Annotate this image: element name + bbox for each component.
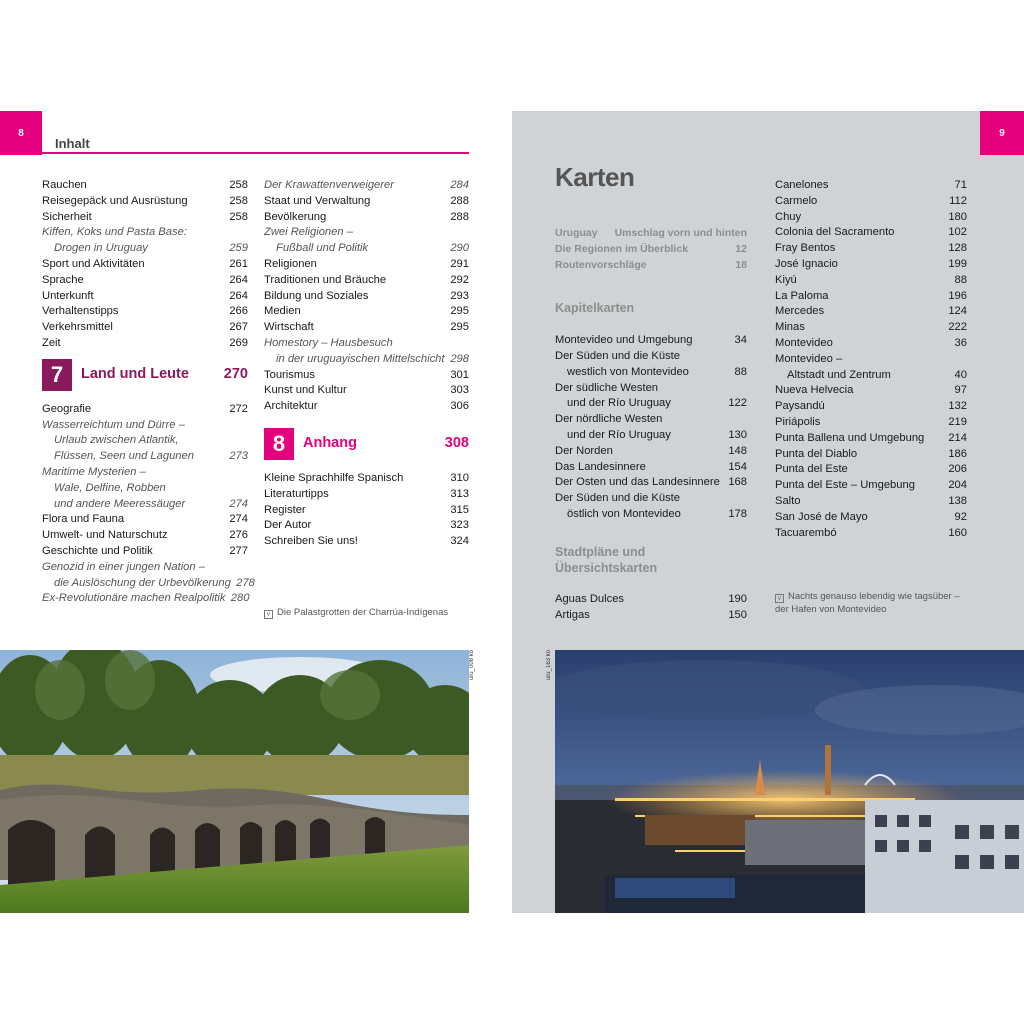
toc-entry-title: Der Autor: [264, 519, 312, 532]
toc-entry-page: 40: [954, 368, 967, 381]
maps-col2: [775, 178, 967, 541]
toc-entry: [42, 465, 248, 481]
toc-entry: [555, 333, 747, 349]
overview-entry-title: Uruguay: [555, 227, 598, 239]
toc-entry: [775, 273, 967, 289]
toc-entry-title: Urlaub zwischen Atlantik,: [54, 434, 179, 447]
toc-entry: [264, 368, 469, 384]
toc-entry-title: Fußball und Politik: [276, 242, 369, 255]
toc-entry-title: Der Norden: [555, 444, 613, 457]
toc-entry-page: 301: [450, 368, 469, 381]
toc-entry-page: [943, 352, 967, 368]
toc-entry-page: 36: [954, 336, 967, 349]
toc-entry-page: 258: [229, 194, 248, 207]
overview-entry-ref: 18: [735, 258, 747, 271]
toc-entry-title: Montevideo –: [775, 352, 843, 365]
chapter-8-title: Anhang: [303, 435, 357, 452]
toc-entry: [264, 225, 469, 241]
toc-entry-title: Bevölkerung: [264, 210, 327, 223]
toc-entry: [264, 399, 469, 415]
toc-entry: [775, 225, 967, 241]
toc-entry: [42, 402, 248, 418]
toc-entry-page: 154: [728, 460, 747, 473]
toc-entry: [775, 304, 967, 320]
toc-entry-page: 112: [949, 194, 967, 207]
toc-entry-page: 204: [948, 479, 967, 492]
toc-entry-page: 298: [450, 352, 469, 365]
toc-entry-page: 132: [948, 400, 967, 413]
toc-entry-page: [445, 225, 469, 241]
toc-entry-page: 160: [948, 526, 967, 539]
toc-entry-title: Punta del Diablo: [775, 447, 858, 460]
page-number-tab-right: [980, 111, 1024, 155]
toc-entry-page: 180: [948, 210, 967, 223]
toc-entry-title: Carmelo: [775, 194, 818, 207]
toc-entry: [42, 560, 248, 576]
toc-entry-title: Bildung und Soziales: [264, 289, 369, 302]
toc-entry-title: Unterkunft: [42, 289, 94, 302]
toc-entry: [264, 210, 469, 226]
toc-entry-page: 186: [948, 447, 967, 460]
toc-entry-page: 261: [229, 257, 248, 270]
toc-entry-title: Wasserreichtum und Dürre –: [42, 418, 185, 431]
toc-entry-page: 280: [230, 592, 250, 605]
toc-entry: [555, 349, 747, 365]
toc-entry-title: Flora und Fauna: [42, 513, 125, 526]
toc-entry-page: [224, 418, 248, 434]
overview-entry-title: Routenvorschläge: [555, 258, 647, 271]
toc-entry-title: Literaturtipps: [264, 487, 329, 500]
toc-entry: [775, 289, 967, 305]
toc-entry: [555, 608, 747, 624]
section-stadtplaene: Stadtpläne und Übersichtskarten: [555, 544, 658, 575]
toc-entry-page: 276: [229, 529, 248, 542]
toc-entry: [264, 383, 469, 399]
toc-entry: [42, 289, 248, 305]
toc-entry: [775, 210, 967, 226]
toc-entry: [264, 534, 469, 550]
caption-arrow-icon: v: [264, 610, 273, 619]
toc-entry-page: 258: [229, 179, 248, 191]
toc-entry: [775, 368, 967, 384]
toc-entry-page: 292: [450, 273, 469, 286]
toc-entry: [42, 225, 248, 241]
photo-caption-left: [264, 606, 448, 619]
toc-entry-page: 71: [954, 179, 967, 191]
toc-entry-page: 291: [450, 257, 469, 270]
toc-entry: [264, 289, 469, 305]
toc-entry-page: 258: [229, 210, 248, 223]
toc-entry: [555, 491, 747, 507]
toc-entry: [775, 415, 967, 431]
toc-entry-page: 88: [734, 365, 747, 378]
toc-entry: [264, 273, 469, 289]
toc-entry-page: 102: [948, 226, 967, 239]
toc-entry-title: Kiyú: [775, 273, 797, 286]
toc-entry: [264, 503, 469, 519]
toc-entry: [264, 320, 469, 336]
toc-entry-title: Genozid in einer jungen Nation –: [42, 560, 205, 573]
toc-entry-page: 303: [450, 384, 469, 397]
toc-entry-page: 148: [728, 444, 747, 457]
toc-entry-page: 97: [954, 384, 967, 397]
toc-entry-page: [723, 381, 747, 397]
toc-entry-title: La Paloma: [775, 289, 829, 302]
toc-entry-page: 178: [728, 507, 747, 520]
toc-entry-title: und der Río Uruguay: [567, 428, 671, 441]
toc-entry: [555, 592, 747, 608]
toc-entry: [42, 449, 248, 465]
chapter-7-title: Land und Leute: [81, 365, 189, 382]
toc-entry-title: Sicherheit: [42, 210, 92, 223]
toc-entry-page: 138: [948, 494, 967, 507]
toc-entry-page: 272: [229, 402, 248, 415]
toc-entry-page: 259: [229, 242, 248, 255]
toc-entry: [264, 304, 469, 320]
toc-entry-page: 130: [728, 428, 747, 441]
chapter-7-number: 7: [42, 359, 72, 391]
toc-entry: [42, 273, 248, 289]
toc-entry-page: 288: [450, 194, 469, 207]
toc-entry-title: Der nördliche Westen: [555, 413, 663, 426]
toc-entry-title: Homestory – Hausbesuch: [264, 336, 393, 349]
chapter-7-page: 270: [223, 365, 248, 382]
toc-entry: [264, 241, 469, 257]
toc-entry: [42, 210, 248, 226]
toc-entry: [42, 433, 248, 449]
toc-entry-page: 274: [229, 497, 248, 510]
toc-entry-page: 273: [229, 450, 248, 463]
toc-entry-page: 295: [450, 305, 469, 318]
toc-entry: [264, 194, 469, 210]
toc-entry: [555, 381, 747, 397]
toc-entry-page: 278: [236, 576, 255, 589]
toc-entry: [264, 257, 469, 273]
toc-entry: [42, 304, 248, 320]
toc-entry-title: Tourismus: [264, 368, 315, 381]
toc-entry: [42, 241, 248, 257]
toc-entry-page: [723, 491, 747, 507]
toc-entry-page: 264: [229, 289, 248, 302]
toc-entry-page: 288: [450, 210, 469, 223]
toc-entry-title: Fray Bentos: [775, 242, 836, 255]
toc-entry: [264, 336, 469, 352]
toc-entry-title: José Ignacio: [775, 257, 838, 270]
toc-entry-page: 150: [728, 609, 747, 622]
toc-entry: [775, 431, 967, 447]
toc-entry: [264, 178, 469, 194]
toc-entry: [775, 478, 967, 494]
toc-entry-page: 274: [229, 513, 248, 526]
toc-entry-page: [224, 560, 248, 576]
toc-entry: [42, 528, 248, 544]
toc-entry: [775, 494, 967, 510]
toc-entry-page: 267: [229, 321, 248, 334]
toc-entry-title: Montevideo: [775, 336, 833, 349]
toc-entry-title: Drogen in Uruguay: [54, 242, 148, 255]
toc-entry-title: Der Süden und die Küste: [555, 492, 681, 505]
toc-entry-page: 92: [954, 510, 967, 523]
toc-entry-title: Canelones: [775, 179, 829, 191]
toc-entry: [42, 320, 248, 336]
toc-entry-page: 306: [450, 400, 469, 413]
toc-entry: [42, 194, 248, 210]
toc-entry-title: westlich von Montevideo: [567, 365, 689, 378]
toc-entry-page: 206: [948, 463, 967, 476]
toc-entry-title: Nueva Helvecia: [775, 384, 854, 397]
toc-entry: [555, 428, 747, 444]
overview-entry: [555, 226, 747, 242]
toc-entry: [775, 257, 967, 273]
toc-entry-title: in der uruguayischen Mittelschicht: [276, 352, 445, 365]
toc-entry-page: 128: [948, 242, 967, 255]
toc-entry-page: 295: [450, 321, 469, 334]
toc-entry-title: Rauchen: [42, 179, 87, 191]
toc-entry: [264, 352, 469, 368]
toc-entry-title: östlich von Montevideo: [567, 507, 681, 520]
caption-arrow-icon-right: v: [775, 594, 784, 603]
toc-entry: [775, 383, 967, 399]
toc-entry-title: Punta Ballena und Umgebung: [775, 431, 925, 444]
toc-entry-page: [224, 433, 248, 449]
chapter-8-page: 308: [444, 435, 469, 452]
toc-entry-page: 269: [229, 336, 248, 349]
toc-entry-page: 124: [948, 305, 967, 318]
toc-entry: [42, 418, 248, 434]
toc-entry: [42, 336, 248, 352]
toc-entry-title: Maritime Mysterien –: [42, 465, 146, 478]
toc-entry-page: 323: [450, 519, 469, 532]
toc-entry-page: 222: [948, 321, 967, 334]
toc-entry-page: 214: [948, 431, 967, 444]
toc-entry-page: [224, 465, 248, 481]
toc-entry-page: [445, 336, 469, 352]
toc-entry-page: 88: [954, 273, 967, 286]
toc-entry-title: Der Osten und das Landesinnere: [555, 476, 720, 489]
toc-entry: [42, 497, 248, 513]
header-rule: [42, 152, 469, 154]
toc-entry: [555, 475, 747, 491]
toc-entry: [775, 399, 967, 415]
toc-entry-page: 199: [948, 257, 967, 270]
toc-entry: [264, 471, 469, 487]
toc-entry-title: Kleine Sprachhilfe Spanisch: [264, 471, 404, 484]
caption-line2: der Hafen von Montevideo: [775, 604, 887, 615]
caption-text: Die Palastgrotten der Charrúa-Indígenas: [277, 607, 449, 618]
toc-entry-title: Aguas Dulces: [555, 593, 625, 606]
toc-col1: [42, 178, 255, 607]
toc-col2: [264, 178, 469, 550]
toc-entry-page: 264: [229, 273, 248, 286]
toc-entry: [42, 178, 248, 194]
toc-entry-page: 196: [948, 289, 967, 302]
toc-entry: [555, 412, 747, 428]
toc-entry-page: 168: [728, 476, 747, 489]
toc-entry-title: Zeit: [42, 336, 61, 349]
toc-entry: [42, 544, 248, 560]
overview-entry-ref: Umschlag vorn und hinten: [614, 227, 747, 239]
toc-entry-page: 284: [450, 179, 469, 191]
toc-entry-page: 277: [229, 544, 248, 557]
toc-entry: [264, 518, 469, 534]
page-number-right: 9: [999, 127, 1005, 139]
photo-caption-right: [775, 590, 960, 616]
chapter-7-heading: [42, 358, 248, 392]
toc-entry-title: Chuy: [775, 210, 802, 223]
toc-entry-page: [224, 481, 248, 497]
chapter-8-heading: [264, 427, 469, 461]
overview-entry-title: Die Regionen im Überblick: [555, 242, 689, 255]
toc-entry-title: Wirtschaft: [264, 321, 314, 334]
toc-entry-title: Sprache: [42, 273, 84, 286]
toc-entry-title: Reisegepäck und Ausrüstung: [42, 194, 188, 207]
toc-entry: [264, 487, 469, 503]
toc-entry: [42, 576, 255, 592]
toc-entry-title: Traditionen und Bräuche: [264, 273, 387, 286]
toc-entry: [775, 510, 967, 526]
toc-entry-page: 34: [734, 334, 747, 347]
toc-entry-title: Artigas: [555, 609, 590, 622]
toc-entry-title: Minas: [775, 321, 805, 334]
toc-entry-page: 313: [450, 487, 469, 500]
toc-entry: [555, 396, 747, 412]
toc-entry: [775, 526, 967, 542]
toc-entry-page: [224, 225, 248, 241]
toc-entry: [555, 365, 747, 381]
section-kapitelkarten: Kapitelkarten: [555, 301, 635, 316]
toc-entry-title: Paysandú: [775, 400, 825, 413]
toc-entry-title: die Auslöschung der Urbevölkerung: [54, 576, 231, 589]
toc-entry-title: Architektur: [264, 400, 318, 413]
toc-entry-title: Geografie: [42, 402, 92, 415]
toc-entry: [775, 194, 967, 210]
toc-entry-title: Montevideo und Umgebung: [555, 334, 693, 347]
toc-entry-title: und der Río Uruguay: [567, 397, 671, 410]
toc-entry-title: Schreiben Sie uns!: [264, 535, 358, 548]
toc-entry: [775, 178, 967, 194]
toc-entry-title: Altstadt und Zentrum: [787, 368, 891, 381]
toc-entry-title: und andere Meeressäuger: [54, 497, 186, 510]
toc-entry-title: Der Süden und die Küste: [555, 349, 681, 362]
toc-entry-title: Zwei Religionen –: [264, 226, 353, 239]
toc-entry-title: Tacuarembó: [775, 526, 837, 539]
photo-credit-right: uru_163 ko: [546, 650, 552, 681]
toc-entry-title: Register: [264, 503, 306, 516]
toc-entry-title: Kunst und Kultur: [264, 384, 347, 397]
toc-entry: [42, 257, 248, 273]
toc-entry: [775, 320, 967, 336]
toc-entry-page: [723, 349, 747, 365]
toc-entry-title: Umwelt- und Naturschutz: [42, 529, 168, 542]
toc-entry-title: Medien: [264, 305, 301, 318]
photo-harbor-night: [555, 650, 1024, 913]
photo-grottos: [0, 650, 469, 913]
toc-entry: [42, 591, 248, 607]
toc-entry-title: Kiffen, Koks und Pasta Base:: [42, 226, 187, 239]
header-title: Inhalt: [55, 136, 90, 151]
toc-entry: [555, 460, 747, 476]
toc-entry-page: [723, 412, 747, 428]
toc-entry: [555, 444, 747, 460]
toc-entry-title: Staat und Verwaltung: [264, 194, 371, 207]
overview-entry-ref: 12: [735, 242, 747, 255]
toc-entry-page: 324: [450, 535, 469, 548]
overview-entry: [555, 258, 747, 274]
photo-credit-left: uru_008 ko: [469, 650, 475, 681]
toc-entry-page: 190: [728, 593, 747, 606]
toc-entry-title: Geschichte und Politik: [42, 544, 153, 557]
toc-entry-title: Colonia del Sacramento: [775, 226, 895, 239]
toc-entry: [775, 241, 967, 257]
toc-entry-title: Verhaltenstipps: [42, 305, 119, 318]
toc-entry-title: Wale, Delfine, Robben: [54, 481, 166, 494]
toc-entry-title: Punta del Este: [775, 463, 848, 476]
toc-entry-title: Flüssen, Seen und Lagunen: [54, 450, 194, 463]
toc-entry-title: Verkehrsmittel: [42, 321, 113, 334]
toc-entry: [775, 462, 967, 478]
toc-entry-page: 293: [450, 289, 469, 302]
toc-entry-title: Punta del Este – Umgebung: [775, 479, 915, 492]
toc-entry-title: Der Krawattenverweigerer: [264, 179, 394, 191]
toc-entry-title: San José de Mayo: [775, 510, 868, 523]
toc-entry-page: 266: [229, 305, 248, 318]
toc-entry: [775, 352, 967, 368]
toc-entry-title: Sport und Aktivitäten: [42, 257, 145, 270]
toc-entry: [42, 512, 248, 528]
page-number-left: 8: [18, 127, 24, 139]
toc-entry-title: Mercedes: [775, 305, 825, 318]
toc-entry-page: 290: [450, 242, 469, 255]
maps-title: Karten: [555, 162, 635, 192]
toc-entry-page: 315: [450, 503, 469, 516]
chapter-8-number: 8: [264, 428, 294, 460]
toc-entry-title: Religionen: [264, 257, 317, 270]
toc-entry-title: Der südliche Westen: [555, 381, 659, 394]
toc-entry-page: 219: [948, 415, 967, 428]
toc-entry: [42, 481, 248, 497]
toc-entry-page: 310: [450, 471, 469, 484]
toc-entry-title: Das Landesinnere: [555, 460, 646, 473]
toc-entry-title: Salto: [775, 494, 801, 507]
toc-entry-title: Ex-Revolutionäre machen Realpolitik: [42, 592, 226, 605]
page-number-tab-left: [0, 111, 42, 155]
toc-entry: [775, 447, 967, 463]
overview-entry: [555, 242, 747, 258]
toc-entry: [555, 507, 747, 523]
toc-entry-page: 122: [728, 397, 747, 410]
toc-entry-title: Piriápolis: [775, 415, 821, 428]
caption-line1: Nachts genauso lebendig wie tagsüber –: [788, 591, 960, 602]
maps-col1: [555, 226, 747, 624]
toc-entry: [775, 336, 967, 352]
